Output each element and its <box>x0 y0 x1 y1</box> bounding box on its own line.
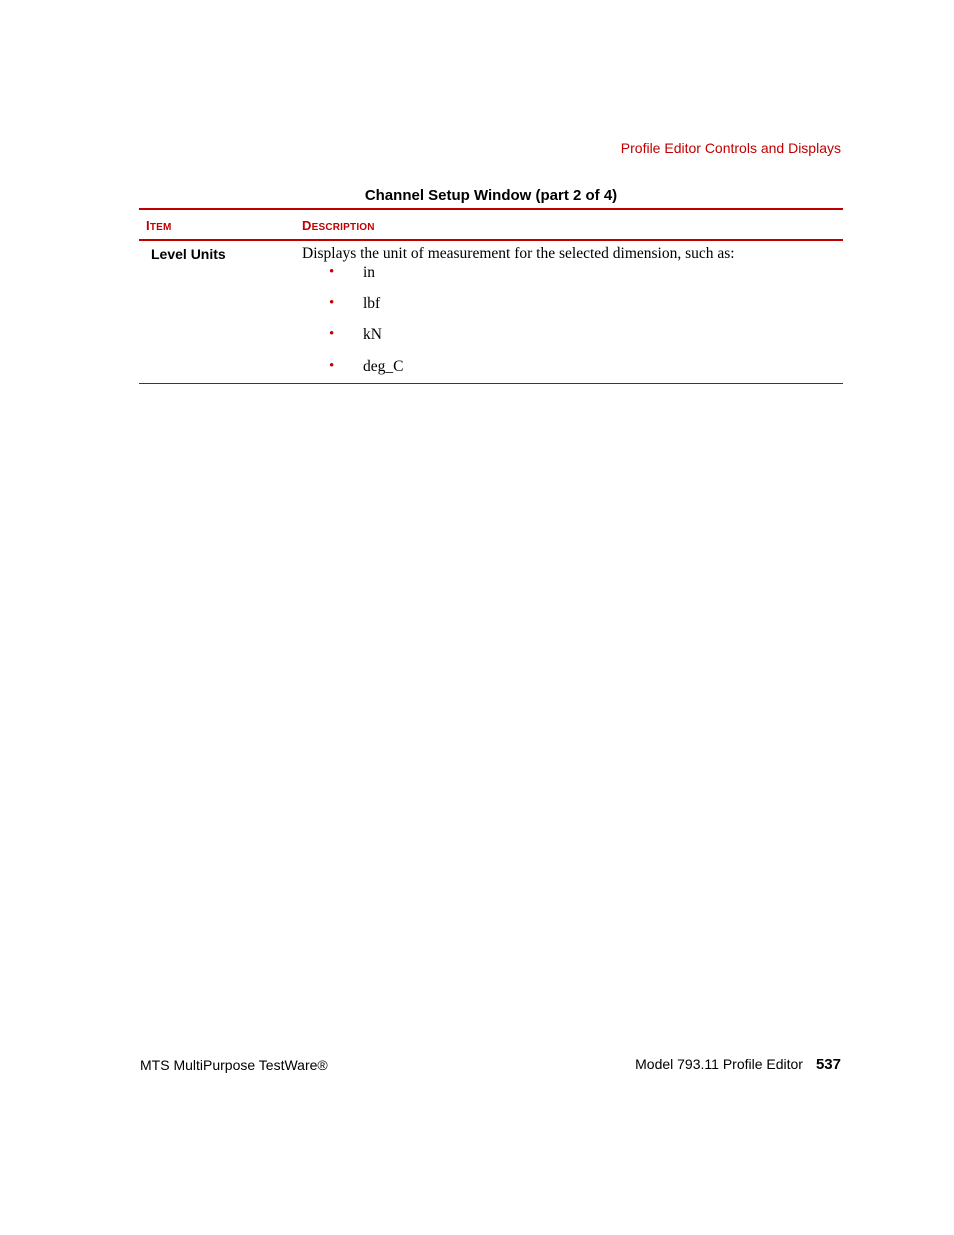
bullet-icon: • <box>329 264 335 280</box>
footer-product-name: MTS MultiPurpose TestWare® <box>140 1057 328 1073</box>
column-header-description: DESCRIPTION <box>302 218 375 233</box>
description-cell: Displays the unit of measurement for the selected dimension, such as: <box>302 245 735 262</box>
unit-kn: kN <box>363 326 382 343</box>
page-number: 537 <box>815 1056 841 1073</box>
channel-setup-table <box>139 208 843 384</box>
running-header: Profile Editor Controls and Displays <box>620 140 841 156</box>
table-header-row <box>139 210 843 239</box>
item-cell-level-units: Level Units <box>151 246 226 262</box>
table-caption: Channel Setup Window (part 2 of 4) <box>364 187 618 204</box>
bullet-icon: • <box>329 358 335 374</box>
bullet-icon: • <box>329 326 335 342</box>
table-row <box>139 241 843 383</box>
unit-deg-c: deg_C <box>363 358 404 375</box>
bullet-icon: • <box>329 295 335 311</box>
footer-model-name: Model 793.11 Profile Editor <box>635 1056 803 1072</box>
unit-in: in <box>363 264 376 281</box>
table-bottom-rule <box>139 383 843 384</box>
unit-lbf: lbf <box>363 295 381 312</box>
column-header-item: ITEM <box>146 218 172 233</box>
footer-right <box>635 1056 841 1074</box>
